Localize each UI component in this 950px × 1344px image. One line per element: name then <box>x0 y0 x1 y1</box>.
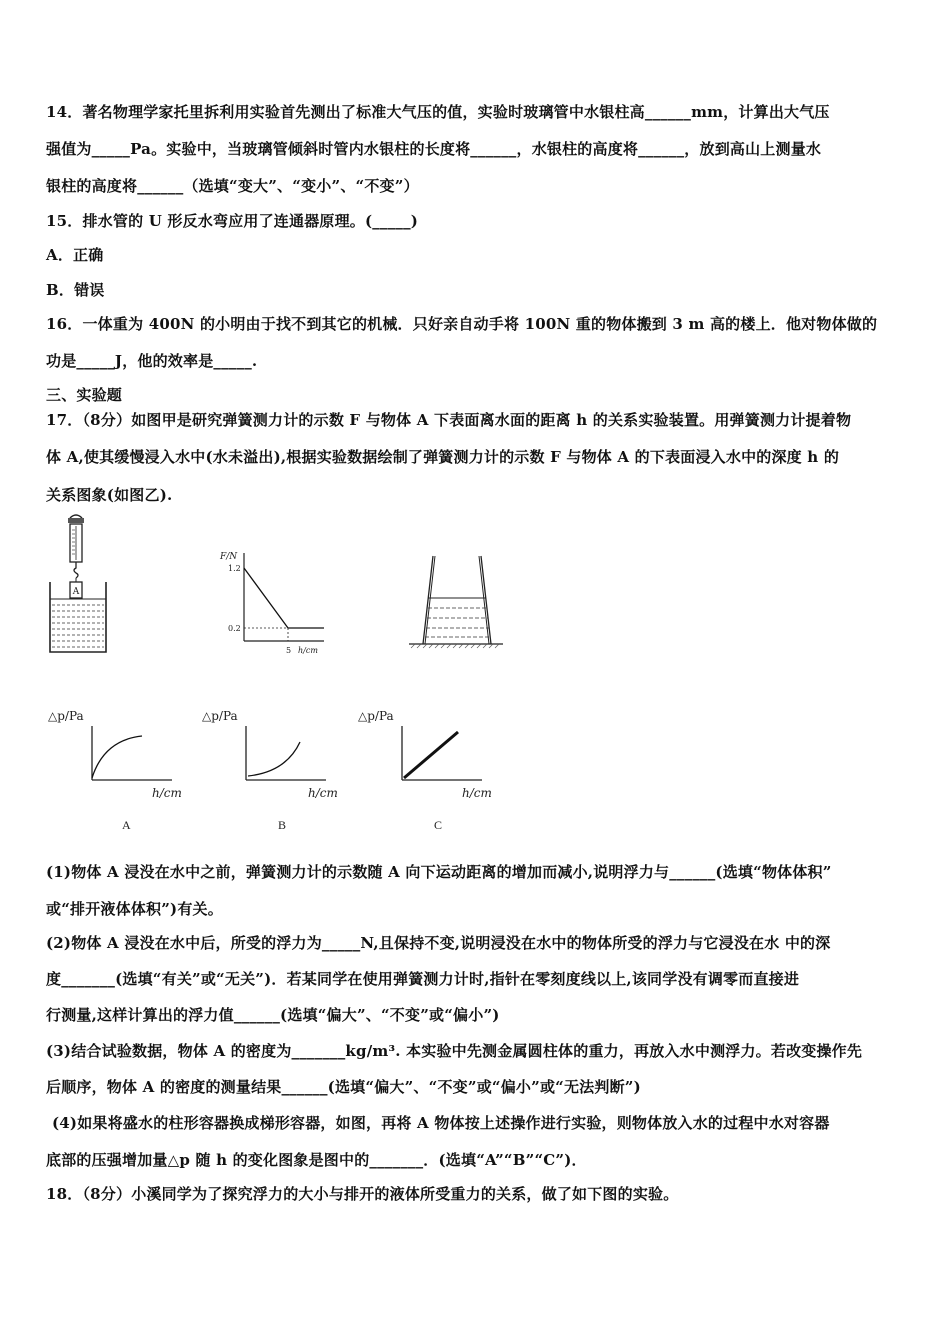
q17-part2-line-2: 度_______(选填“有关”或“无关”)．若某同学在使用弹簧测力计时,指针在零刻度线以上,该同学没有调零而直接进 <box>46 970 800 988</box>
figure-spring-scale-apparatus <box>46 512 121 657</box>
straight-line <box>404 732 458 778</box>
q14-line-1: 14．著名物理学家托里拆利用实验首先测出了标准大气压的值，实验时玻璃管中水银柱高______mm，计算出大气压 <box>46 103 830 121</box>
option-graph-a <box>46 702 182 802</box>
y-axis-label: △p/Pa <box>48 709 84 723</box>
x-axis-label: h/cm <box>152 786 182 800</box>
y-tick-label: 0.2 <box>228 624 241 633</box>
q18-line-1: 18．（8分）小溪同学为了探究浮力的大小与排开的液体所受重力的关系，做了如下图的实验。 <box>46 1185 679 1203</box>
y-axis-label: F/N <box>220 552 238 562</box>
q14-line-2: 强值为_____Pa。实验中，当玻璃管倾斜时管内水银柱的长度将______，水银柱的高度将______，放到高山上测量水 <box>46 140 822 158</box>
x-axis-label: h/cm <box>462 786 492 800</box>
q17-part1-line-1: (1)物体 A 浸没在水中之前，弹簧测力计的示数随 A 向下运动距离的增加而减小,说明浮力与______(选填“物体体积” <box>46 863 832 881</box>
curve <box>248 742 300 776</box>
q17-part3-line-2: 后顺序，物体 A 的密度的测量结果______(选填“偏大”、“不变”或“偏小”或“无法判断”) <box>46 1078 641 1096</box>
q17-part1-line-2: 或“排开液体体积”)有关。 <box>46 900 223 918</box>
data-line <box>244 568 324 628</box>
y-axis-label: △p/Pa <box>358 709 394 723</box>
curve <box>92 736 142 778</box>
y-axis-label: △p/Pa <box>202 709 238 723</box>
q17-part3-line-1: (3)结合试验数据，物体 A 的密度为_______kg/m³. 本实验中先测金属圆柱体的重力，再放入水中测浮力。若改变操作先 <box>46 1042 863 1060</box>
q17-line-3: 关系图象(如图乙). <box>46 486 173 504</box>
q15-option-a: A．正确 <box>46 246 104 264</box>
x-axis-label: h/cm <box>308 786 338 800</box>
q15-option-b: B．错误 <box>46 281 105 299</box>
figure-trapezoid-container <box>405 554 505 654</box>
option-c-label: C <box>434 818 443 832</box>
q17-part4-line-2: 底部的压强增加量△p 随 h 的变化图象是图中的_______．(选填“A”“B”“C”)． <box>46 1151 587 1169</box>
figure-force-depth-graph <box>210 545 330 660</box>
option-graph-b <box>200 702 340 802</box>
option-graph-c <box>356 702 496 802</box>
x-axis-label: h/cm <box>298 646 318 655</box>
q17-line-2: 体 A,使其缓慢浸入水中(水未溢出),根据实验数据绘制了弹簧测力计的示数 F 与物体 A 的下表面浸入水中的深度 h 的 <box>46 448 840 466</box>
option-a-label: A <box>122 818 131 832</box>
q17-part4-line-1: (4)如果将盛水的柱形容器换成梯形容器，如图，再将 A 物体按上述操作进行实验，则物体放入水的过程中水对容器 <box>52 1114 830 1132</box>
x-tick-label: 5 <box>286 646 292 655</box>
q16-line-1: 16．一体重为 400N 的小明由于找不到其它的机械．只好亲自动手将 100N 重的物体搬到 3 m 高的楼上．他对物体做的 <box>46 315 878 333</box>
q14-line-3: 银柱的高度将______（选填“变大”、“变小”、“不变”） <box>46 177 419 195</box>
q17-line-1: 17．（8分）如图甲是研究弹簧测力计的示数 F 与物体 A 下表面离水面的距离 h 的关系实验装置。用弹簧测力计提着物 <box>46 411 852 429</box>
q17-part2-line-1: (2)物体 A 浸没在水中后，所受的浮力为_____N,且保持不变,说明浸没在水中的物体所受的浮力与它浸没在水 中的深 <box>46 934 831 952</box>
object-a-label: A <box>72 587 80 597</box>
q16-line-2: 功是_____J，他的效率是_____. <box>46 352 258 370</box>
q15-stem: 15．排水管的 U 形反水弯应用了连通器原理。(_____) <box>46 212 419 230</box>
section-title: 三、实验题 <box>46 386 123 404</box>
y-tick-label: 1.2 <box>228 564 241 573</box>
q17-part2-line-3: 行测量,这样计算出的浮力值______(选填“偏大”、“不变”或“偏小”) <box>46 1006 500 1024</box>
option-b-label: B <box>278 818 287 832</box>
